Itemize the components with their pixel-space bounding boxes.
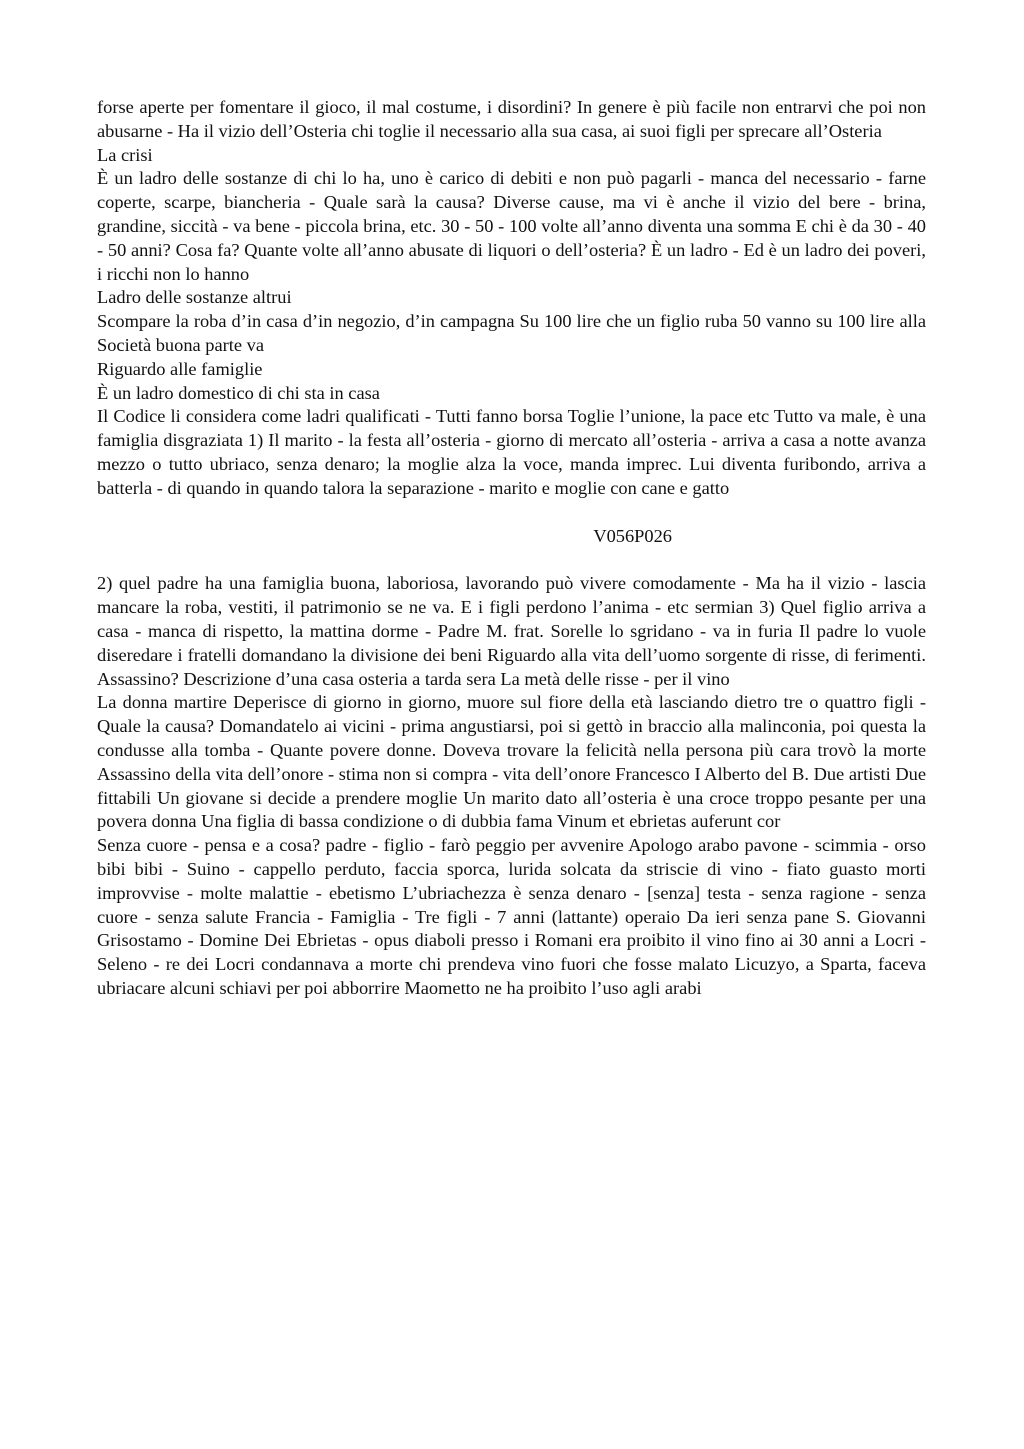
page-identifier: V056P026 — [593, 525, 672, 546]
paragraph-senza-cuore: Senza cuore - pensa e a cosa? padre - figlio - farò peggio per avvenire Apologo arabo pavone - scimmia - orso bibi bibi - Suino - cappello perduto, faccia sporca, lurida solcata da striscie di vino - fiato guasto morti improvvise - molte malattie - ebetismo L’ubriachezza è senza denaro - [senza] testa - senza ragione - senza cuore - senza salute Francia - Famiglia - Tre figli - 7 anni (lattante) operaio Da ieri senza pane S. Giovanni Grisostamo - Domine Dei Ebrietas - opus diaboli presso i Romani era proibito il vino fino ai 30 anni a Locri - Seleno - re dei Locri condannava a morte chi prendeva vino fuori che fosse malato Licuzyo, a Sparta, faceva ubriacare alcuni schiavi per poi abborrire Maometto ne ha proibito l’uso agli arabi — [97, 835, 926, 998]
paragraph-ladro-sostanze: È un ladro delle sostanze di chi lo ha, uno è carico di debiti e non può pagarli - manca del necessario - farne coperte, scarpe, biancheria - Quale sarà la causa? Diverse cause, ma vi è anche il vizio del bere - brina, grandine, siccità - va bene - piccola brina, etc. 30 - 50 - 100 volte all’anno diventa una somma E chi è da 30 - 40 - 50 anni? Cosa fa? Quante volte all’anno abusate di liquori o dell’osteria? È un ladro - Ed è un ladro dei poveri, i ricchi non lo hanno — [97, 168, 926, 284]
paragraph-scompare-roba: Scompare la roba d’in casa d’in negozio, d’in campagna Su 100 lire che un figlio ruba 50 vanno su 100 lire alla Società buona parte va — [97, 311, 926, 355]
paragraph-osteria-intro: forse aperte per fomentare il gioco, il mal costume, i disordini? In genere è più facile non entrarvi che poi non abusarne - Ha il vizio dell’Osteria chi toglie il necessario alla sua casa, ai suoi figli per sprecare all’Osteria — [97, 97, 926, 141]
paragraph-ladro-domestico: È un ladro domestico di chi sta in casa — [97, 382, 380, 403]
paragraph-donna-martire: La donna martire Deperisce di giorno in giorno, muore sul fiore della età lasciando dietro tre o quattro figli - Quale la causa? Domandatelo ai vicini - prima angustiarsi, poi si gettò in braccio alla malinconia, poi questa la condusse alla tomba - Quante povere donne. Doveva trovare la felicità nella persona più cara trovò la morte Assassino della vita dell’onore - stima non si compra - vita dell’onore Francesco I Alberto del B. Due artisti Due fittabili Un giovane si decide a prendere moglie Un marito dato all’osteria è una croce troppo pesante per una povera donna Una figlia di bassa condizione o di dubbia fama Vinum et ebrietas auferunt cor — [97, 692, 926, 832]
document-page — [97, 96, 926, 1001]
paragraph-codice-ladri: Il Codice li considera come ladri qualificati - Tutti fanno borsa Toglie l’unione, la pace etc Tutto va male, è una famiglia disgraziata 1) Il marito - la festa all’osteria - giorno di mercato all’osteria - arriva a casa a notte avanza mezzo o tutto ubriaco, senza denaro; la moglie alza la voce, manda imprec. Lui diventa furibondo, arriva a batterla - di quando in quando talora la separazione - marito e moglie con cane e gatto — [97, 406, 926, 498]
heading-riguardo-famiglie: Riguardo alle famiglie — [97, 358, 263, 379]
heading-la-crisi: La crisi — [97, 144, 153, 165]
paragraph-padre-famiglia: 2) quel padre ha una famiglia buona, laboriosa, lavorando può vivere comodamente - Ma ha il vizio - lascia mancare la roba, vestiti, il patrimonio se ne va. E i figli perdono l’anima - etc sermian 3) Quel figlio arriva a casa - manca di rispetto, la mattina dorme - Padre M. frat. Sorelle lo sgridano - va in furia Il padre lo vuole diseredare i fratelli domandano la divisione dei beni Riguardo alla vita dell’uomo sorgente di risse, di ferimenti. Assassino? Descrizione d’una casa osteria a tarda sera La metà delle risse - per il vino — [97, 573, 926, 689]
heading-ladro-sostanze-altrui: Ladro delle sostanze altrui — [97, 287, 292, 308]
